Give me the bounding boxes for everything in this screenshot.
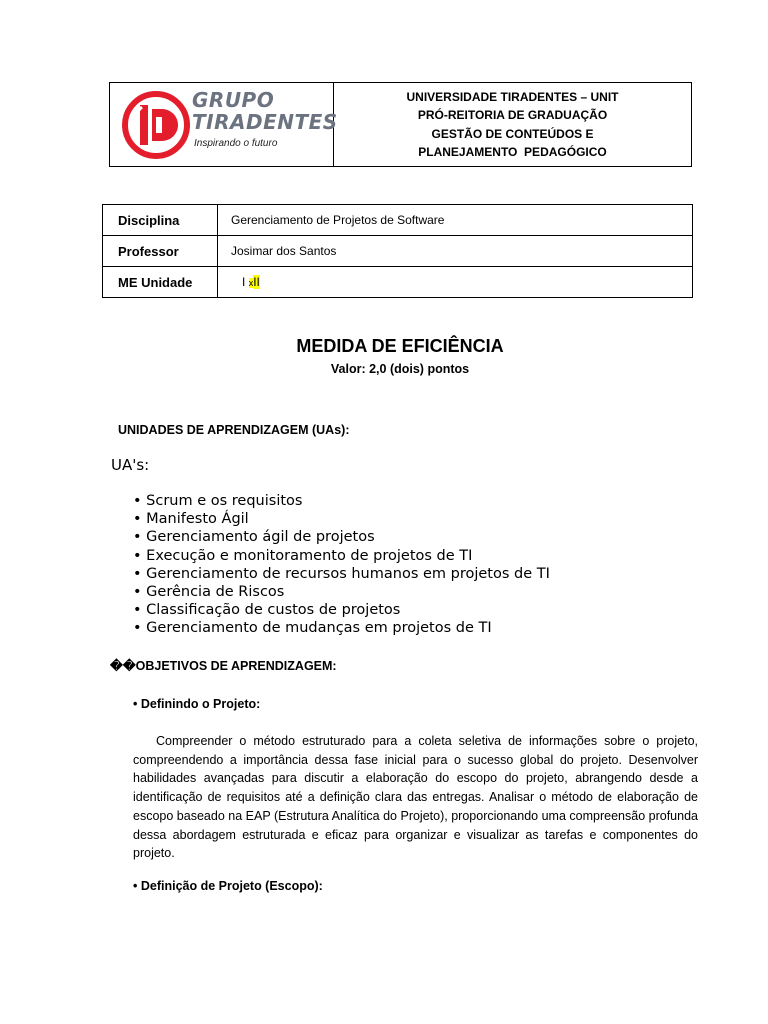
course-info-table — [102, 204, 693, 298]
discipline-value: Gerenciamento de Projetos de Software — [218, 205, 693, 236]
page-title: MEDIDA DE EFICIÊNCIA — [296, 336, 504, 356]
institution-line-1: UNIVERSIDADE TIRADENTES – UNIT — [406, 89, 619, 104]
professor-value: Josimar dos Santos — [218, 236, 693, 267]
header-table — [109, 82, 692, 167]
section-1-title: • Definindo o Projeto: — [133, 697, 261, 711]
logo-cell — [110, 83, 338, 166]
section-1-paragraph: Compreender o método estruturado para a coleta seletiva de informações sobre o projeto, compreendendo a importância dessa fase inicial para o sucesso global do projeto. Desenvolver habilidades avançadas para discutir a elaboração do escopo do projeto, abrangendo desde a identificação de requisitos até a definição clara das entregas. Analisar o método de elaboração de escopo baseado na EAP (Estrutura Analítica do Projeto), proporcionando uma compreensão profunda dessa abordagem estruturada e eficaz para organizar e visualizar as tarefas e componentes do projeto. — [133, 734, 698, 861]
table-row — [103, 267, 693, 298]
logo-tagline: Inspirando o futuro — [194, 138, 278, 149]
logo-wordmark — [192, 89, 338, 133]
list-item: • Gerenciamento de recursos humanos em projetos de TI — [133, 565, 550, 582]
table-row — [103, 205, 693, 236]
logo-line-1: GRUPO — [192, 88, 275, 112]
unit-value — [218, 267, 693, 298]
institution-line-4: PLANEJAMENTO PEDAGÓGICO — [418, 145, 607, 159]
list-item: • Gerência de Riscos — [133, 584, 285, 601]
objectives-heading: ��OBJETIVOS DE APRENDIZAGEM: — [110, 659, 337, 673]
list-item: • Execução e monitoramento de projetos de TI — [133, 547, 473, 564]
uas-label: UA's: — [111, 456, 150, 474]
learning-units-heading: UNIDADES DE APRENDIZAGEM (UAs): — [118, 423, 350, 437]
grupo-tiradentes-logo-icon — [122, 91, 190, 159]
institution-cell — [334, 83, 691, 166]
unit-label: ME Unidade — [103, 267, 218, 298]
unit-option-2: II — [253, 275, 260, 289]
unit-mark: x — [248, 278, 254, 288]
discipline-label: Disciplina — [103, 205, 218, 236]
list-item: • Scrum e os requisitos — [133, 493, 303, 509]
learning-units-list — [133, 492, 550, 638]
section-2-title: • Definição de Projeto (Escopo): — [133, 879, 323, 893]
list-item: • Gerenciamento de mudanças em projetos de TI — [133, 620, 492, 637]
logo-line-2: TIRADENTES — [192, 110, 338, 134]
page-subtitle: Valor: 2,0 (dois) pontos — [330, 362, 470, 376]
list-item: • Gerenciamento ágil de projetos — [133, 529, 375, 546]
list-item: • Classificação de custos de projetos — [133, 602, 401, 619]
unit-option-1: I — [242, 275, 246, 289]
table-row — [103, 236, 693, 267]
list-item: • Manifesto Ágil — [133, 511, 249, 528]
institution-line-2: PRÓ-REITORIA DE GRADUAÇÃO — [417, 108, 608, 122]
institution-line-3: GESTÃO DE CONTEÚDOS E — [431, 126, 594, 141]
professor-label: Professor — [103, 236, 218, 267]
